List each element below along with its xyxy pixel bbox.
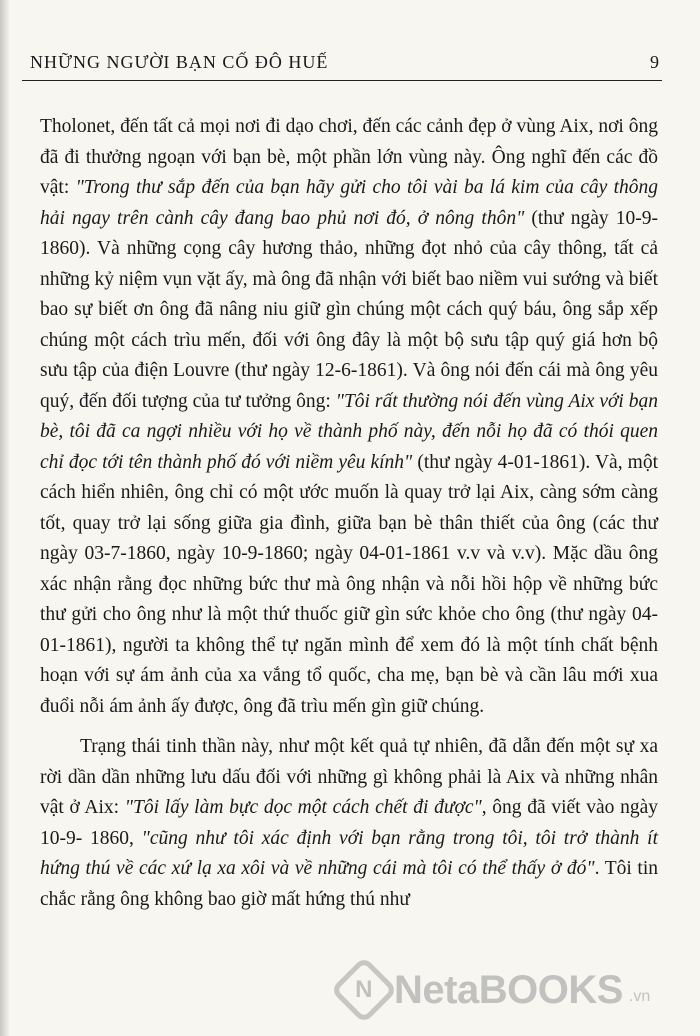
page-edge-shadow (0, 0, 10, 1036)
netabooks-logo-icon (330, 956, 398, 1024)
header-rule (22, 80, 662, 81)
running-title: NHỮNG NGƯỜI BẠN CỐ ĐÔ HUẾ (30, 52, 329, 72)
page-number: 9 (650, 52, 660, 72)
p1-text-2: (thư ngày 10-9-1860). Và những cọng cây hương thảo, những đọt nhỏ của cây thông, tất cả những kỷ niệm vụn vặt ấy, mà ông đã nhận với biết bao niềm vui sướng và biết bao sự biết ơn ông đã nâng niu giữ gìn chúng một cách quý báu, ông sắp xếp chúng một cách trìu mến, đối với ông đây là một bộ sưu tập quý giá hơn bộ sưu tập của điện Louvre (thư ngày 12-6-1861). Và ông nói đến cái mà ông yêu quý, đến đối tượng của tư tưởng ông: (40, 207, 658, 412)
p2-quote-1: "Tôi lấy làm bực dọc một cách chết đi được" (124, 797, 482, 818)
p1-text-1: Tholonet, đến tất cả mọi nơi đi dạo chơi, đến các cảnh đẹp ở vùng Aix, nơi ông đã đi thưởng ngoạn với bạn bè, một phần lớn vùng này. Ông nghĩ đến các đồ vật: (40, 116, 658, 198)
p2-text-1: Trạng thái tinh thần này, như một kết quả tự nhiên, đã dẫn đến một sự xa rời dần dần những lưu dấu đối với những gì không phải là Aix và những nhân vật ở Aix: (40, 736, 658, 818)
p1-quote-1: "Trong thư sắp đến của bạn hãy gửi cho tôi vài ba lá kim của cây thông hải ngay trên cành cây đang bao phủ nơi đó, ở nông thôn" (40, 177, 658, 229)
paragraph-1 (40, 112, 658, 722)
body-text (40, 112, 658, 915)
paragraph-2 (40, 732, 658, 915)
watermark (340, 966, 650, 1014)
running-header (30, 52, 660, 73)
logo-letter: N (355, 976, 373, 1003)
p2-text-3: . Tôi tin chắc rằng ông không bao giờ mất hứng thú như (40, 858, 658, 910)
p2-text-2: , ông đã viết vào ngày 10-9- 1860, (40, 797, 658, 849)
watermark-brand: NetaBOOKS (394, 967, 623, 1012)
p1-quote-2: "Tôi rất thường nói đến vùng Aix với bạn bè, tôi đã ca ngợi nhiều với họ về thành phố này, đến nỗi họ đã có thói quen chỉ đọc tới tên thành phố đó với niềm yêu kính" (40, 390, 658, 473)
watermark-tld: .vn (628, 988, 651, 1005)
p1-text-3: (thư ngày 4-01-1861). Và, một cách hiển nhiên, ông chỉ có một ước muốn là quay trở lại Aix, càng sớm càng tốt, quay trở lại sống giữa gia đình, giữa bạn bè thân thiết của ông (các thư ngày 03-7-1860, ngày 10-9-1860; ngày 04-01-1861 v.v và v.v). Mặc dầu ông xác nhận rằng đọc những bức thư mà ông nhận và nỗi hồi hộp về những bức thư gửi cho ông như là một thứ thuốc giữ gìn sức khỏe cho ông (thư ngày 04-01-1861), người ta không thể tự ngăn mình để xem đó là một tính chất bệnh hoạn với sự ám ảnh của xa vắng tổ quốc, cha mẹ, bạn bè và cần lâu mới xua đuổi nỗi ám ảnh ấy được, ông đã trìu mến gìn giữ chúng. (40, 451, 658, 717)
p2-quote-2: "cũng như tôi xác định với bạn rằng trong tôi, tôi trở thành ít hứng thú về các xứ lạ xa xôi và về những cái mà tôi có thể thấy ở đó" (40, 827, 658, 879)
